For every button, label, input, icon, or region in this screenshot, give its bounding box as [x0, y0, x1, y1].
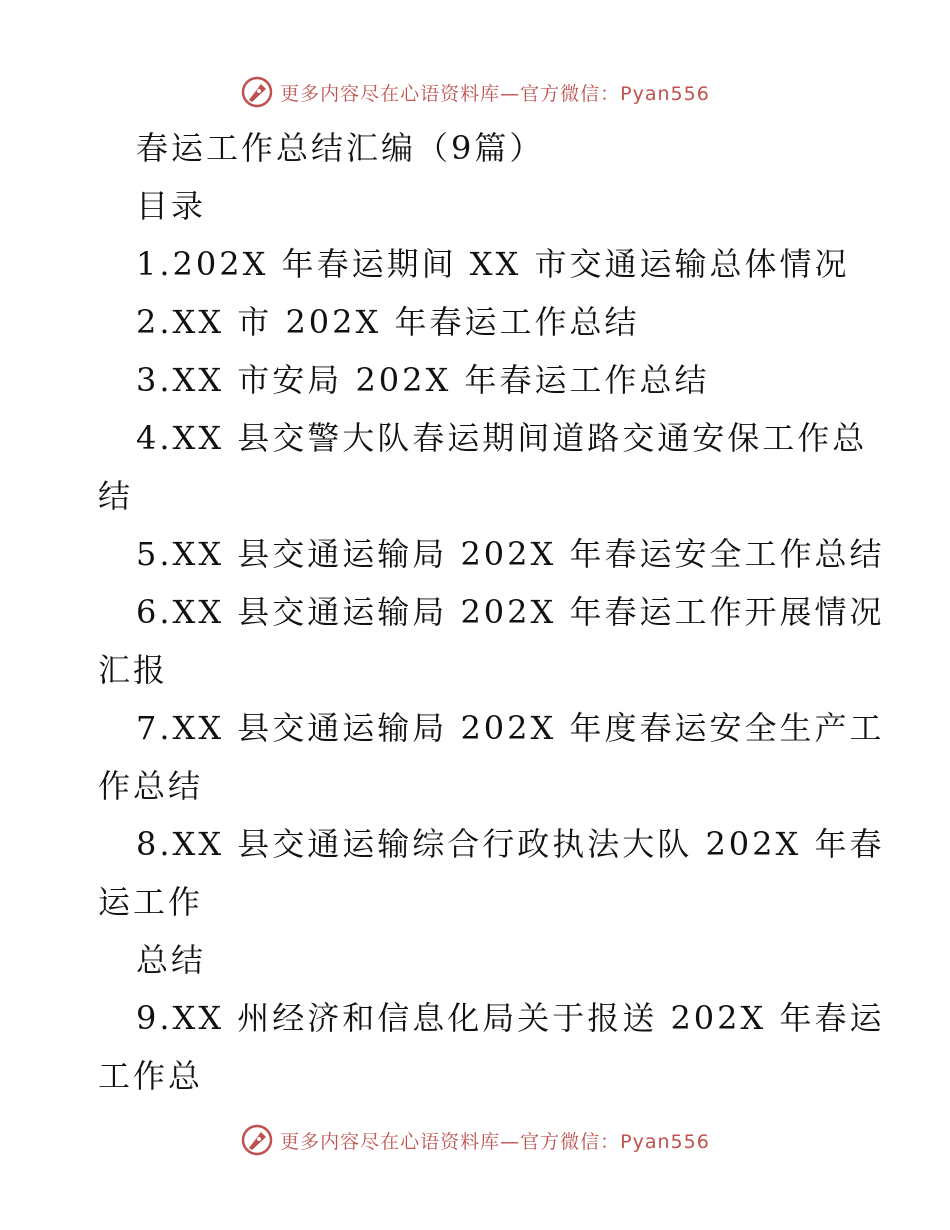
pen-nib-logo-icon — [240, 75, 274, 109]
pen-nib-logo-icon — [240, 1123, 274, 1157]
toc-line: 作总结 — [98, 767, 204, 805]
document-title: 春运工作总结汇编（9篇） — [136, 129, 545, 167]
header-watermark-banner — [0, 72, 950, 112]
toc-line: 汇报 — [98, 651, 169, 689]
toc-line: 4.XX 县交警大队春运期间道路交通安保工作总 — [136, 419, 868, 457]
toc-line: 9.XX 州经济和信息化局关于报送 202X 年春运 — [136, 999, 885, 1037]
toc-line: 工作总 — [98, 1057, 204, 1095]
footer-watermark-banner — [0, 1120, 950, 1160]
toc-line: 3.XX 市安局 202X 年春运工作总结 — [136, 361, 710, 399]
toc-line: 运工作 — [98, 883, 204, 921]
toc-line: 5.XX 县交通运输局 202X 年春运安全工作总结 — [136, 535, 885, 573]
toc-line: 结 — [98, 477, 134, 515]
toc-line: 8.XX 县交通运输综合行政执法大队 202X 年春 — [136, 825, 885, 863]
toc-line: 6.XX 县交通运输局 202X 年春运工作开展情况 — [136, 593, 885, 631]
footer-watermark-text: 更多内容尽在心语资料库—官方微信：Pyan556 — [280, 1130, 710, 1153]
document-body — [98, 119, 885, 1105]
toc-line: 2.XX 市 202X 年春运工作总结 — [136, 303, 640, 341]
toc-line: 7.XX 县交通运输局 202X 年度春运安全生产工 — [136, 709, 885, 747]
toc-heading: 目录 — [136, 187, 207, 225]
header-watermark-text: 更多内容尽在心语资料库—官方微信：Pyan556 — [280, 82, 710, 105]
toc-line: 1.202X 年春运期间 XX 市交通运输总体情况 — [136, 245, 850, 283]
toc-line: 总结 — [136, 941, 207, 979]
